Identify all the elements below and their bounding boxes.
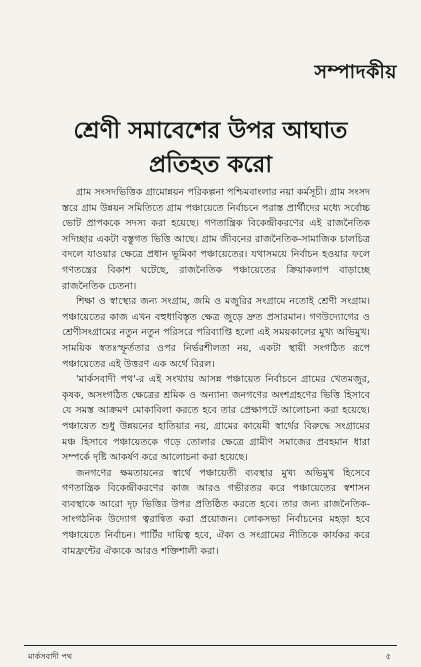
article-body — [62, 185, 370, 559]
section-label: সম্পাদকীয় — [314, 61, 397, 83]
title-line-1: শ্রেণী সমাবেশের উপর আঘাত — [73, 118, 348, 144]
footer-divider — [24, 645, 397, 646]
title-line-2: প্রতিহত করো — [148, 152, 272, 178]
paragraph: শিক্ষা ও স্বাস্থ্যের জন্য সংগ্রাম, জমি ও মজুরির সংগ্রামে নতোই শ্রেণী সংগ্রাম। পঞ্চায়েতের কাজ এখন বহুধাবিস্তৃত ক্ষেত্র জুড়ে দ্রুত প্রসারমান। গণউদ্যোগের ও শ্রেণীসংগ্রামের নতুন নতুন পরিসরে পরিব্যাপ্তি হলো এই সময়কালের মুখ্য অভিমুখ। সাময়িক স্বতঃস্ফূর্ততার ওপর নির্ভরশীলতা নয়, একটা স্থায়ী সংগঠিত রূপে পঞ্চায়েতের এই উত্তরণ এক অর্থে বিরল। — [62, 296, 370, 370]
footer-publication-name: মার্কসবাদী পথ — [28, 652, 73, 661]
paragraph: 'মার্কসবাদী পথ'-র এই সংখ্যায় আসন্ন পঞ্চায়েত নির্বাচনে গ্রামের খেতমজুর, কৃষক, অসংগঠিত ক্ষেত্রের শ্রমিক ও অন্যান্য জনগণের অংশগ্রহণের ভিত্তি হিসাবে যে সমস্ত আক্রমণ মোকাবিলা করতে হবে তার প্রেক্ষাপটে আলোচনা করা হয়েছে। পঞ্চায়েত শুধু উন্নয়নের হাতিয়ার নয়, গ্রামের কায়েমী স্বার্থের বিরুদ্ধে সংগ্রামের মঞ্চ হিসাবে পঞ্চায়েতকে গড়ে তোলার ক্ষেত্রে গ্রামীণ সমাজের প্রবহমান ধারা সম্পর্কে দৃষ্টি আকর্ষণ করে আলোচনা করা হয়েছে। — [62, 374, 370, 464]
paragraph: জনগণের ক্ষমতায়নের স্বার্থে পঞ্চায়েতী ব্যবস্থার মুখ্য অভিমুখ হিসেবে গণতান্ত্রিক বিকেন্দ্রীকরণের কাজ আরও গভীরতর করে পঞ্চায়েতের স্বশাসন ব্যবস্থাকে আরো দৃঢ় ভিত্তির উপর প্রতিষ্ঠিত করতে হবে। তার জন্য রাজনৈতিক-সাংগঠনিক উদ্যোগ ত্বরান্বিত করা প্রয়োজন। লোকসভা নির্বাচনের মহড়া হবে পঞ্চায়েতে নির্বাচন। পার্টির দায়িত্ব হবে, ঐক্য ও সংগ্রামের নীতিকে কার্যকর করে বামফ্রন্টের ঐক্যকে আরও শক্তিশালী করা। — [62, 467, 370, 557]
page-number: ৫ — [385, 652, 391, 661]
article-title — [20, 114, 401, 182]
paragraph: গ্রাম সংসদভিত্তিক গ্রামোন্নয়ন পরিকল্পনা পশ্চিমবাংলার নয়া কর্মসূচী। গ্রাম সংসদ স্তরে গ্রাম উন্নয়ন সমিতিতে গ্রাম পঞ্চায়েতে নির্বাচনে পরাস্ত প্রার্থীদের মধ্যে সর্বোচ্চ ভোট প্রাপককে সদস্য করা হয়েছে। গণতান্ত্রিক বিকেন্দ্রীকরণের এই রাজনৈতিক সদিচ্ছার একটা বস্তুগত ভিত্তি আছে। গ্রাম জীবনের রাজনৈতিক-সামাজিক চালচিত্র বদলে যাওয়ার ক্ষেত্রে প্রধান ভূমিকা পঞ্চায়েতের। যথাসময়ে নির্বাচন হওয়ার ফলে গণতন্ত্রের বিকাশ ঘটেছে, রাজনৈতিক পঞ্চায়েতের ক্রিয়াকলাপ বাড়াচ্ছে রাজনৈতিক চেতনা। — [62, 187, 370, 292]
